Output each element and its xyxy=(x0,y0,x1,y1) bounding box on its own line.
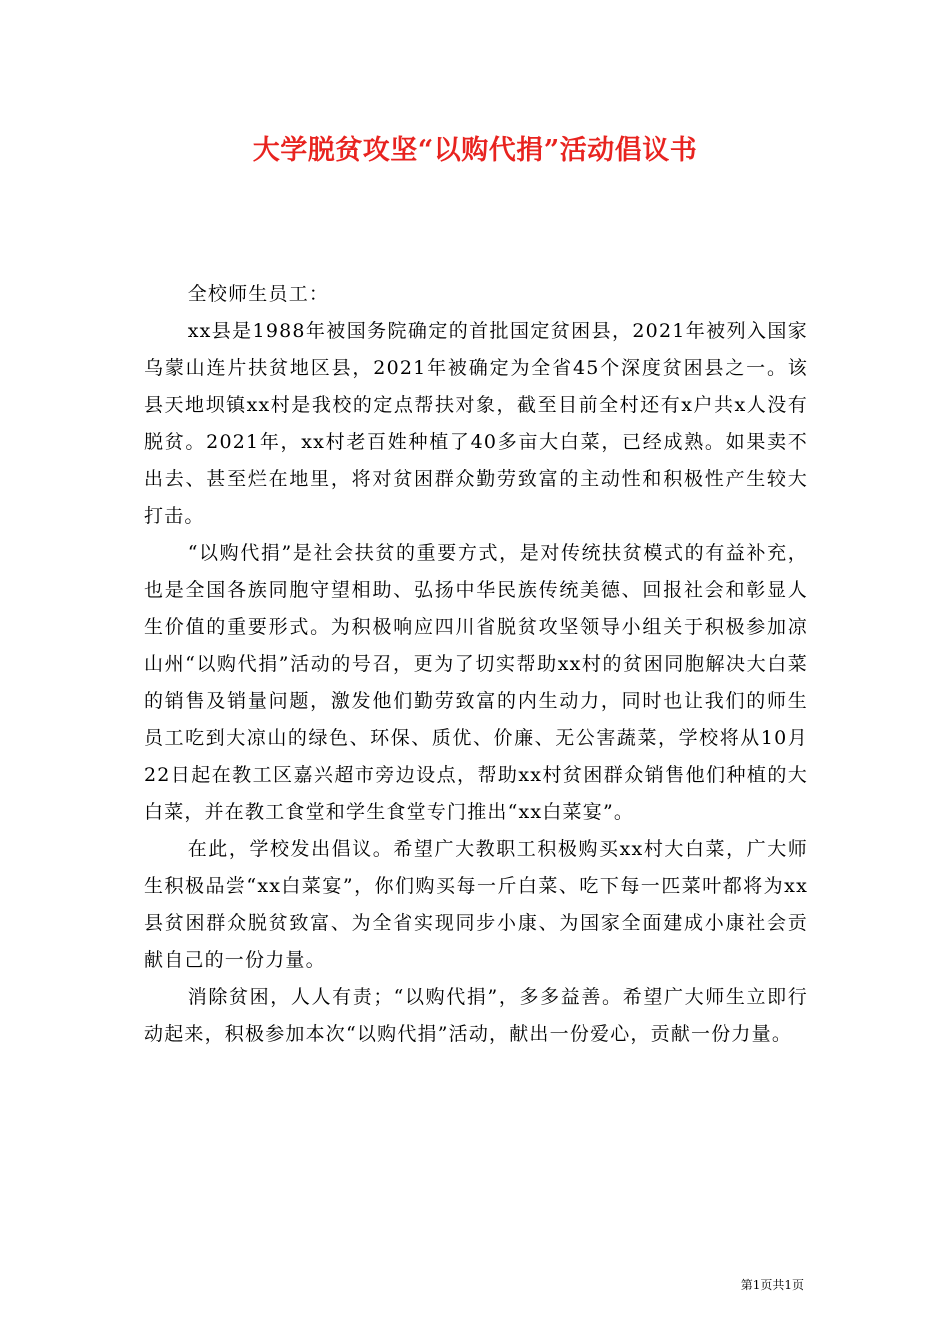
paragraph-background: xx县是1988年被国务院确定的首批国定贫困县，2021年被列入国家乌蒙山连片扶贫地区县，2021年被确定为全省45个深度贫困县之一。该县天地坝镇xx村是我校的定点帮扶对象，截至目前全村还有x户共x人没有脱贫。2021年，xx村老百姓种植了40多亩大白菜，已经成熟。如果卖不出去、甚至烂在地里，将对贫困群众勤劳致富的主动性和积极性产生较大打击。 xyxy=(144,320,808,527)
paragraph-closing: 消除贫困，人人有责；“以购代捐”，多多益善。希望广大师生立即行动起来，积极参加本次“以购代捐”活动，献出一份爱心，贡献一份力量。 xyxy=(144,986,808,1045)
document-title: 大学脱贫攻坚“以购代捐”活动倡议书 xyxy=(252,135,698,166)
page-number: 第1页共1页 xyxy=(740,1278,804,1292)
document-body xyxy=(144,276,808,1053)
paragraph-purpose: “以购代捐”是社会扶贫的重要方式，是对传统扶贫模式的有益补充，也是全国各族同胞守望相助、弘扬中华民族传统美德、回报社会和彰显人生价值的重要形式。为积极响应四川省脱贫攻坚领导小组关于积极参加凉山州“以购代捐”活动的号召，更为了切实帮助xx村的贫困同胞解决大白菜的销售及销量问题，激发他们勤劳致富的内生动力，同时也让我们的师生员工吃到大凉山的绿色、环保、质优、价廉、无公害蔬菜，学校将从10月22日起在教工区嘉兴超市旁边设点，帮助xx村贫困群众销售他们种植的大白菜，并在教工食堂和学生食堂专门推出“xx白菜宴”。 xyxy=(144,542,808,823)
paragraph-initiative: 在此，学校发出倡议。希望广大教职工积极购买xx村大白菜，广大师生积极品尝“xx白菜宴”，你们购买每一斤白菜、吃下每一匹菜叶都将为xx县贫困群众脱贫致富、为全省实现同步小康、为国家全面建成小康社会贡献自己的一份力量。 xyxy=(144,838,808,971)
greeting-line: 全校师生员工： xyxy=(187,283,330,305)
